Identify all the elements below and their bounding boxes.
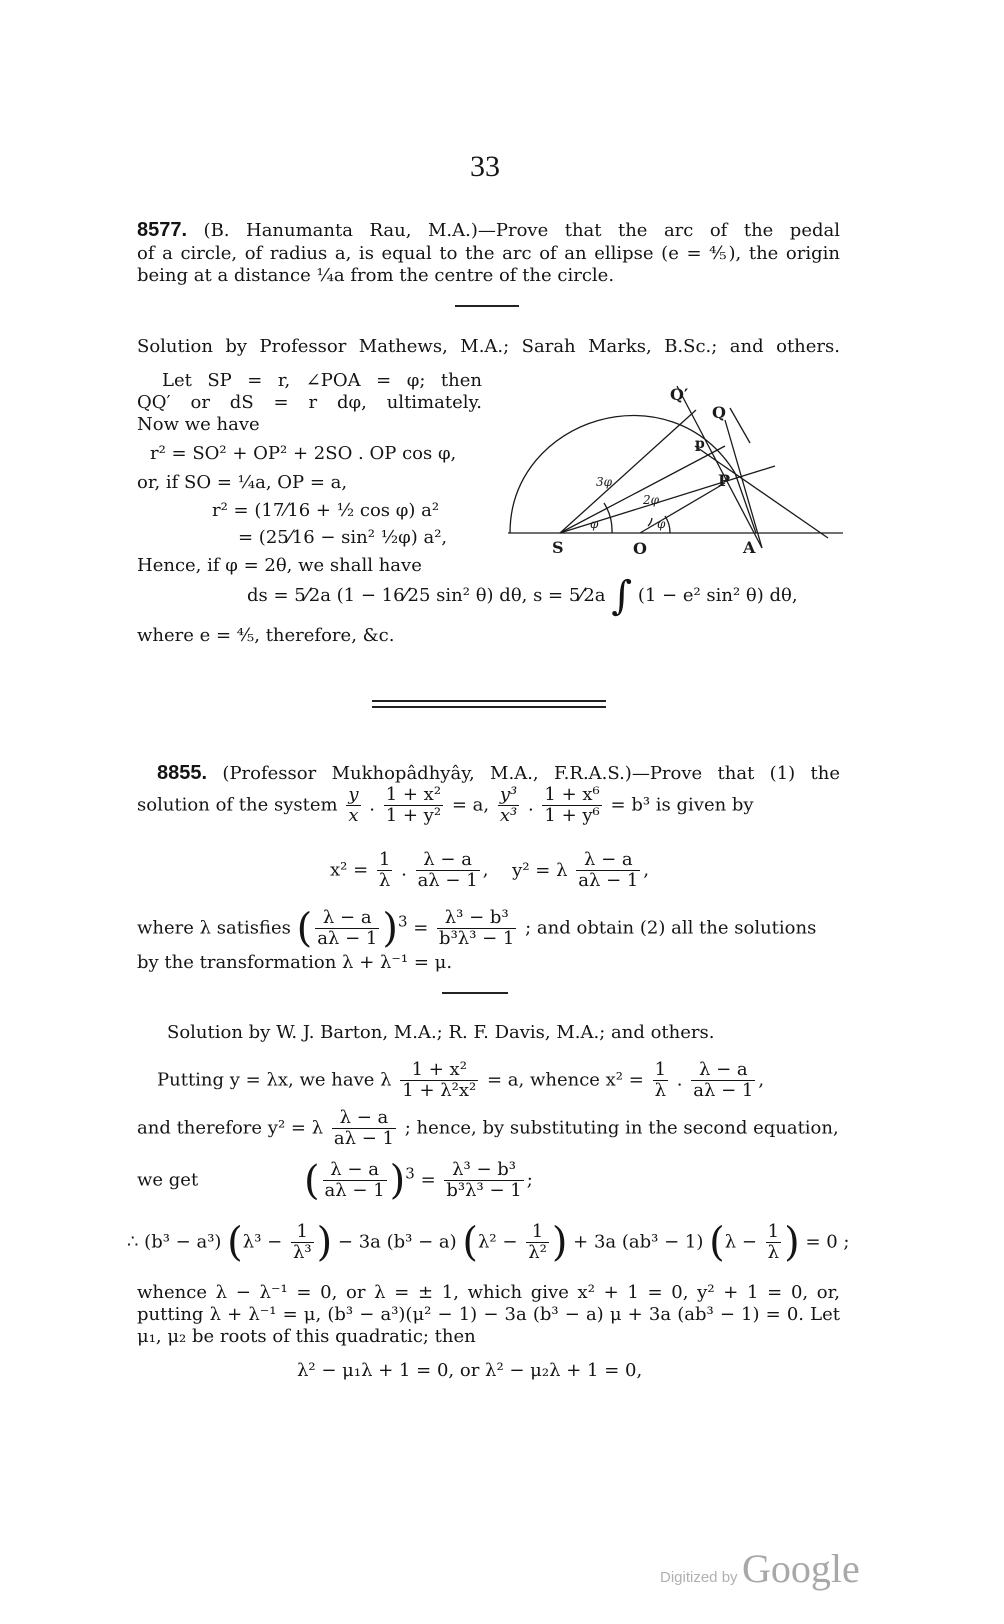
sol-8577-line: Let SP = r, ∠POA = φ; then: [162, 370, 482, 391]
sol-8855-line-6: putting λ + λ⁻¹ = μ, (b³ − a³)(μ² − 1) − 3a (b³ − a) μ + 3a (ab³ − 1) = 0. Let: [137, 1304, 840, 1325]
double-rule-top: [372, 700, 606, 702]
label-phi-2: φ: [657, 517, 666, 531]
label-Q: Q: [712, 403, 726, 422]
sol-8577-equation: = (25⁄16 − sin² ½φ) a²,: [238, 527, 448, 548]
sol-8577-equation: r² = (17⁄16 + ½ cos φ) a²: [212, 500, 440, 521]
line-Op: [640, 483, 725, 533]
short-rule: [455, 305, 519, 307]
problem-text: (Professor Mukhopâdhyây, M.A., F.R.A.S.)—Prove that (1) the: [222, 763, 840, 784]
label-P: P: [718, 471, 731, 490]
ds-equation: ds = 5⁄2a (1 − 16⁄25 sin² θ) dθ, s = 5⁄2a: [247, 585, 606, 606]
problem-8855-equation-1: x² = $\frac{1}{\lambda}$ . $\frac{\lambda - a}{a\lambda - 1}$ , y² = λ $\frac{\lambda - a}{a\lambda - 1}$ ,: [330, 849, 650, 891]
problem-8855-line-2: solution of the system $\frac{y}{x}$ . $\frac{\text{1 + x²}}{\text{1 + y²}}$ = a, $\frac{\text{y³}}{\text{x³}}$ . $\frac{\text{1 + x⁶}}{\text{1 + y⁶}}$ = b³ is given by: [137, 784, 754, 826]
angle-arc-3: [648, 518, 652, 526]
short-rule: [442, 992, 508, 994]
sol-8855-line-4: ∴ (b³ − a³) (λ³ − $\frac{1}{\text{λ³}}$ ) − 3a (b³ − a) (λ² − $\frac{1}{\text{λ²}}$ ) + 3a (ab³ − 1) (λ − $\frac{1}{\lambda}$ ) = 0 ;: [127, 1219, 850, 1266]
problem-text: (B. Hanumanta Rau, M.A.)—Prove that the arc of the pedal: [203, 220, 840, 241]
sol-8577-line: where e = ⅘, therefore, &c.: [137, 625, 395, 646]
tangent-2: [725, 420, 762, 548]
label-p: p: [695, 436, 705, 452]
sol-8855-line-3: we get ( $\frac{\lambda - a}{a\lambda - 1}$ )$^3$ = $\frac{\text{λ³ − b³}}{\text{b³λ³ − 1}}$ ;: [137, 1157, 533, 1204]
label-S: S: [552, 538, 564, 556]
sol-8855-line-5: whence λ − λ⁻¹ = 0, or λ = ± 1, which give x² + 1 = 0, y² + 1 = 0, or,: [137, 1282, 840, 1303]
fraction: $\frac{\text{1 + x²}}{\text{1 + y²}}$: [385, 784, 442, 826]
pedal-figure: [500, 378, 845, 556]
watermark-prefix: Digitized by: [660, 1569, 738, 1586]
sol-8577-line: Hence, if φ = 2θ, we shall have: [137, 555, 422, 576]
problem-number: 8855.: [157, 762, 208, 784]
integral-sign: ∫: [611, 573, 633, 619]
sol-8577-line: Now we have: [137, 414, 260, 435]
problem-8577-line-3: being at a distance ¼a from the centre of the circle.: [137, 265, 615, 286]
problem-8577-line-1: [137, 220, 840, 241]
s-equation: (1 − e² sin² θ) dθ,: [637, 585, 798, 606]
tangent-3: [695, 446, 828, 538]
fraction: $\frac{\text{y³}}{\text{x³}}$: [499, 784, 518, 826]
sol-8577-line: or, if SO = ¼a, OP = a,: [137, 472, 348, 493]
digitized-by-google-watermark: [660, 1545, 860, 1592]
sol-8855-line-1: Putting y = λx, we have λ $\frac{\text{1 + x²}}{\text{1 + λ²x²}}$ = a, whence x² = $\frac{1}{\lambda}$ . $\frac{\lambda - a}{a\lambda - 1}$ ,: [157, 1059, 765, 1101]
double-rule-bottom: [372, 706, 606, 708]
sol-8577-line: QQ′ or dS = r dφ, ultimately.: [137, 392, 482, 413]
label-phi-1: φ: [590, 517, 599, 531]
sol-8577-equation: r² = SO² + OP² + 2SO . OP cos φ,: [150, 443, 457, 464]
watermark-brand: Google: [742, 1546, 860, 1591]
problem-8855-line-4: by the transformation λ + λ⁻¹ = μ.: [137, 952, 453, 973]
sol-8855-equation-final: λ² − μ₁λ + 1 = 0, or λ² − μ₂λ + 1 = 0,: [297, 1360, 643, 1381]
label-2phi: 2φ: [643, 493, 660, 507]
solution-8577-heading: Solution by Professor Mathews, M.A.; Sarah Marks, B.Sc.; and others.: [137, 336, 840, 357]
solution-8855-heading: Solution by W. J. Barton, M.A.; R. F. Davis, M.A.; and others.: [167, 1022, 715, 1043]
tangent-4: [730, 408, 750, 443]
label-3phi: 3φ: [596, 475, 613, 489]
page-number: 33: [470, 150, 500, 183]
problem-number: 8577.: [137, 219, 188, 241]
label-O: O: [633, 539, 647, 556]
label-A: A: [743, 538, 756, 556]
label-Qprime: Q′: [670, 385, 689, 404]
fraction: $\frac{\text{1 + x⁶}}{\text{1 + y⁶}}$: [544, 784, 600, 826]
problem-8855-line-3: where λ satisfies ( $\frac{\lambda - a}{a\lambda - 1}$ )$^3$ = $\frac{\text{λ³ − b³}}{\text{b³λ³ − 1}}$ ; and obtain (2) all the solutions: [137, 905, 817, 952]
text: solution of the system: [137, 794, 338, 816]
problem-8855-line-1: [137, 763, 840, 784]
problem-8577-line-2: of a circle, of radius a, is equal to the arc of an ellipse (e = ⅘), the origin: [137, 243, 840, 264]
sol-8855-line-2: and therefore y² = λ $\frac{\lambda - a}{a\lambda - 1}$ ; hence, by substituting in the second equation,: [137, 1107, 839, 1149]
sol-8577-equation: [247, 573, 798, 619]
sol-8855-line-7: μ₁, μ₂ be roots of this quadratic; then: [137, 1326, 476, 1347]
fraction: $\frac{y}{x}$: [348, 784, 359, 826]
